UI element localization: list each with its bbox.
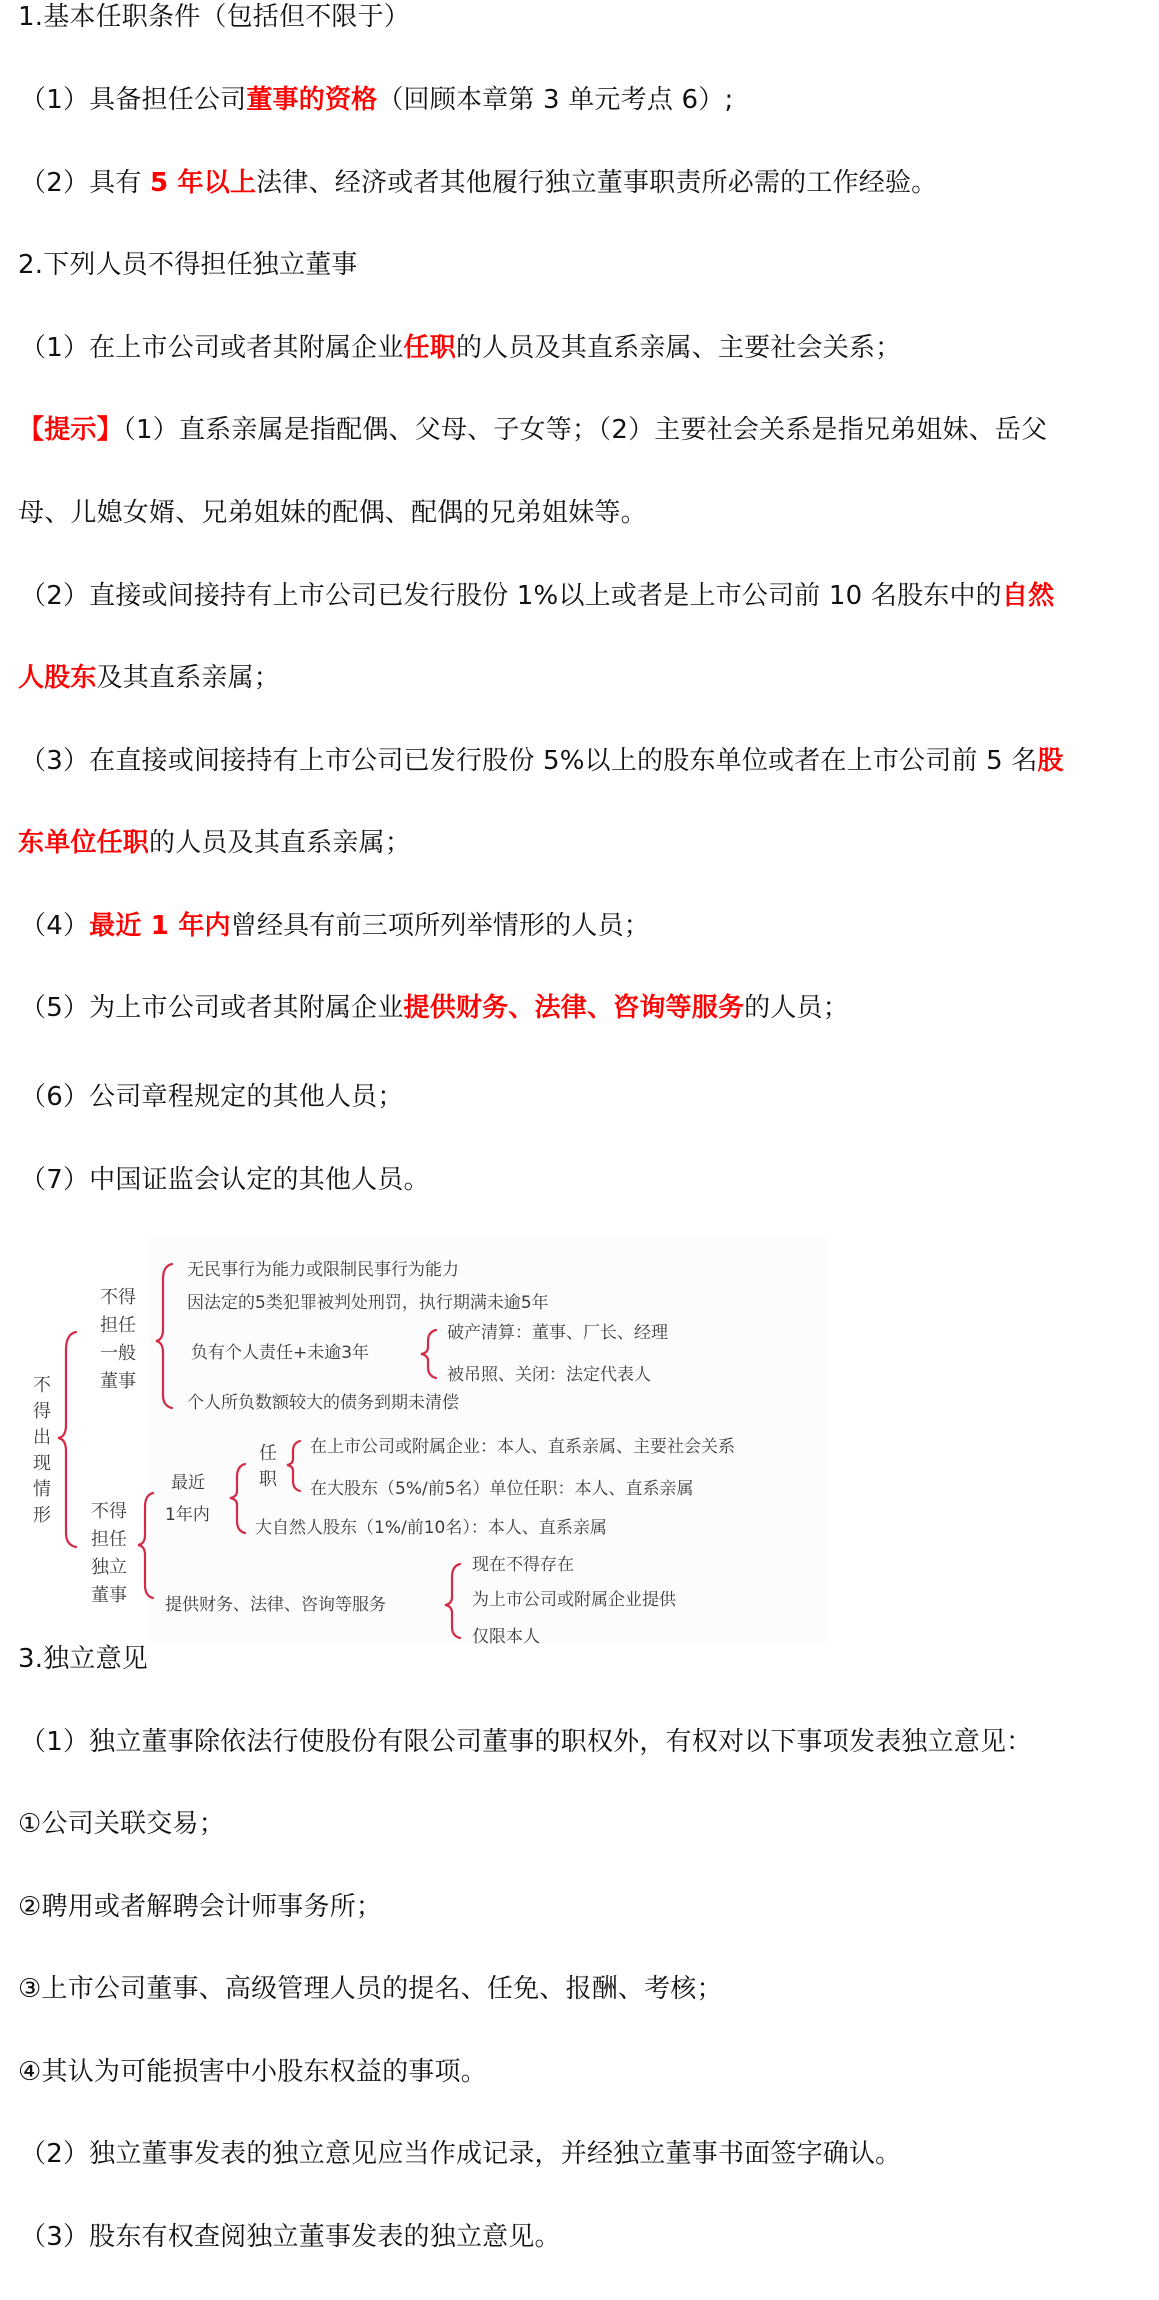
highlight-text: 董事的资格 (246, 85, 378, 115)
section2-item3-cont (18, 823, 411, 863)
item-text: （2）直接或间接持有上市公司已发行股份 1%以上或者是上市公司前 10 名股东中的 (20, 581, 1002, 611)
general-sub-item-1: 破产清算：董事、厂长、经理 (447, 1323, 668, 1343)
highlight-text: 股 (1037, 746, 1064, 776)
highlight-text: 任职 (403, 333, 456, 363)
section2-item4 (20, 906, 650, 946)
general-item-3: 负有个人责任+未逾3年 (191, 1343, 370, 1363)
section2-item7: （7）中国证监会认定的其他人员。 (20, 1165, 430, 1195)
item-text: （2）具有 (20, 168, 151, 198)
section2-item5 (20, 988, 849, 1028)
independent-director-label: 不得担任独立董事 (91, 1501, 127, 1606)
tip-text: （1）直系亲属是指配偶、父母、子女等；（2）主要社会关系是指兄弟姐妹、岳父 (122, 415, 1048, 445)
section2-item2-cont (18, 658, 280, 698)
section3-subitem-4: ④其认为可能损害中小股东权益的事项。 (18, 2057, 487, 2087)
section3-subitem-3: ③上市公司董事、高级管理人员的提名、任免、报酬、考核； (18, 1974, 723, 2004)
item-text: （4） (20, 911, 90, 941)
disqualification-diagram (0, 1215, 840, 1655)
section3-subitem-2: ②聘用或者解聘会计师事务所； (18, 1892, 383, 1922)
highlight-text: 提供财务、法律、咨询等服务 (403, 993, 745, 1023)
section1-item2 (20, 163, 937, 203)
service-item-3: 仅限本人 (472, 1627, 540, 1647)
item-text: 的人员及其直系亲属； (149, 828, 412, 858)
item-text: 法律、经济或者其他履行独立董事职责所必需的工作经验。 (256, 168, 938, 198)
section2-heading: 2.下列人员不得担任独立董事 (18, 250, 358, 280)
natural-holder-item: 大自然人股东（1%/前10名）：本人、直系亲属 (255, 1518, 607, 1538)
service-item-2: 为上市公司或附属企业提供 (472, 1590, 676, 1610)
highlight-text: 5 年以上 (150, 168, 257, 198)
item-text: 及其直系亲属； (96, 663, 281, 693)
item-text: （1）具备担任公司 (20, 85, 247, 115)
recent-label-2: 1年内 (165, 1505, 210, 1525)
item-text: （1）在上市公司或者其附属企业 (20, 333, 404, 363)
section3-subitem-1: ①公司关联交易； (18, 1809, 225, 1839)
highlight-text: 自然 (1001, 581, 1055, 611)
general-item-2: 因法定的5类犯罪被判处刑罚，执行期满未逾5年 (187, 1293, 549, 1313)
item-text: （回顾本章第 3 单元考点 6）; (377, 85, 734, 115)
employ-item-1: 在上市公司或附属企业：本人、直系亲属、主要社会关系 (310, 1437, 735, 1457)
highlight-text: 最近 1 年内 (89, 911, 231, 941)
service-label: 提供财务、法律、咨询等服务 (165, 1595, 386, 1615)
diagram-root-label: 不得出现情形 (33, 1375, 51, 1526)
general-item-1: 无民事行为能力或限制民事行为能力 (187, 1260, 459, 1280)
section3-item2: （2）独立董事发表的独立意见应当作成记录，并经独立董事书面签字确认。 (20, 2139, 902, 2169)
section2-item6: （6）公司章程规定的其他人员； (20, 1082, 404, 1112)
employ-item-2: 在大股东（5%/前5名）单位任职：本人、直系亲属 (310, 1479, 694, 1499)
item-text: （3）在直接或间接持有上市公司已发行股份 5%以上的股东单位或者在上市公司前 5 名 (20, 746, 1038, 776)
employ-label: 任职 (259, 1443, 277, 1490)
tip-label: 【提示】 (18, 415, 123, 445)
section3-heading: 3.独立意见 (18, 1644, 149, 1674)
recent-label-1: 最近 (171, 1473, 205, 1493)
section3-item3: （3）股东有权查阅独立董事发表的独立意见。 (20, 2222, 561, 2252)
item-text: 的人员及其直系亲属、主要社会关系； (455, 333, 902, 363)
section2-item1 (20, 328, 901, 368)
item-text: （5）为上市公司或者其附属企业 (20, 993, 404, 1023)
general-item-4: 个人所负数额较大的债务到期未清偿 (187, 1393, 459, 1413)
section3-item1: （1）独立董事除依法行使股份有限公司董事的职权外，有权对以下事项发表独立意见： (20, 1727, 1033, 1757)
general-sub-item-2: 被吊照、关闭：法定代表人 (447, 1365, 651, 1385)
highlight-text: 东单位任职 (18, 828, 150, 858)
section2-item3 (20, 741, 1064, 781)
section1-heading: 1.基本任职条件（包括但不限于） (18, 2, 411, 32)
section2-item2 (20, 576, 1054, 616)
item-text: 的人员； (744, 993, 849, 1023)
tip-line1 (18, 410, 1047, 450)
highlight-text: 人股东 (18, 663, 97, 693)
item-text: 曾经具有前三项所列举情形的人员； (230, 911, 650, 941)
tip-line2: 母、儿媳女婿、兄弟姐妹的配偶、配偶的兄弟姐妹等。 (18, 498, 647, 528)
service-item-1: 现在不得存在 (472, 1555, 574, 1575)
section1-item1 (20, 80, 733, 120)
general-director-label: 不得担任一般董事 (100, 1287, 136, 1392)
